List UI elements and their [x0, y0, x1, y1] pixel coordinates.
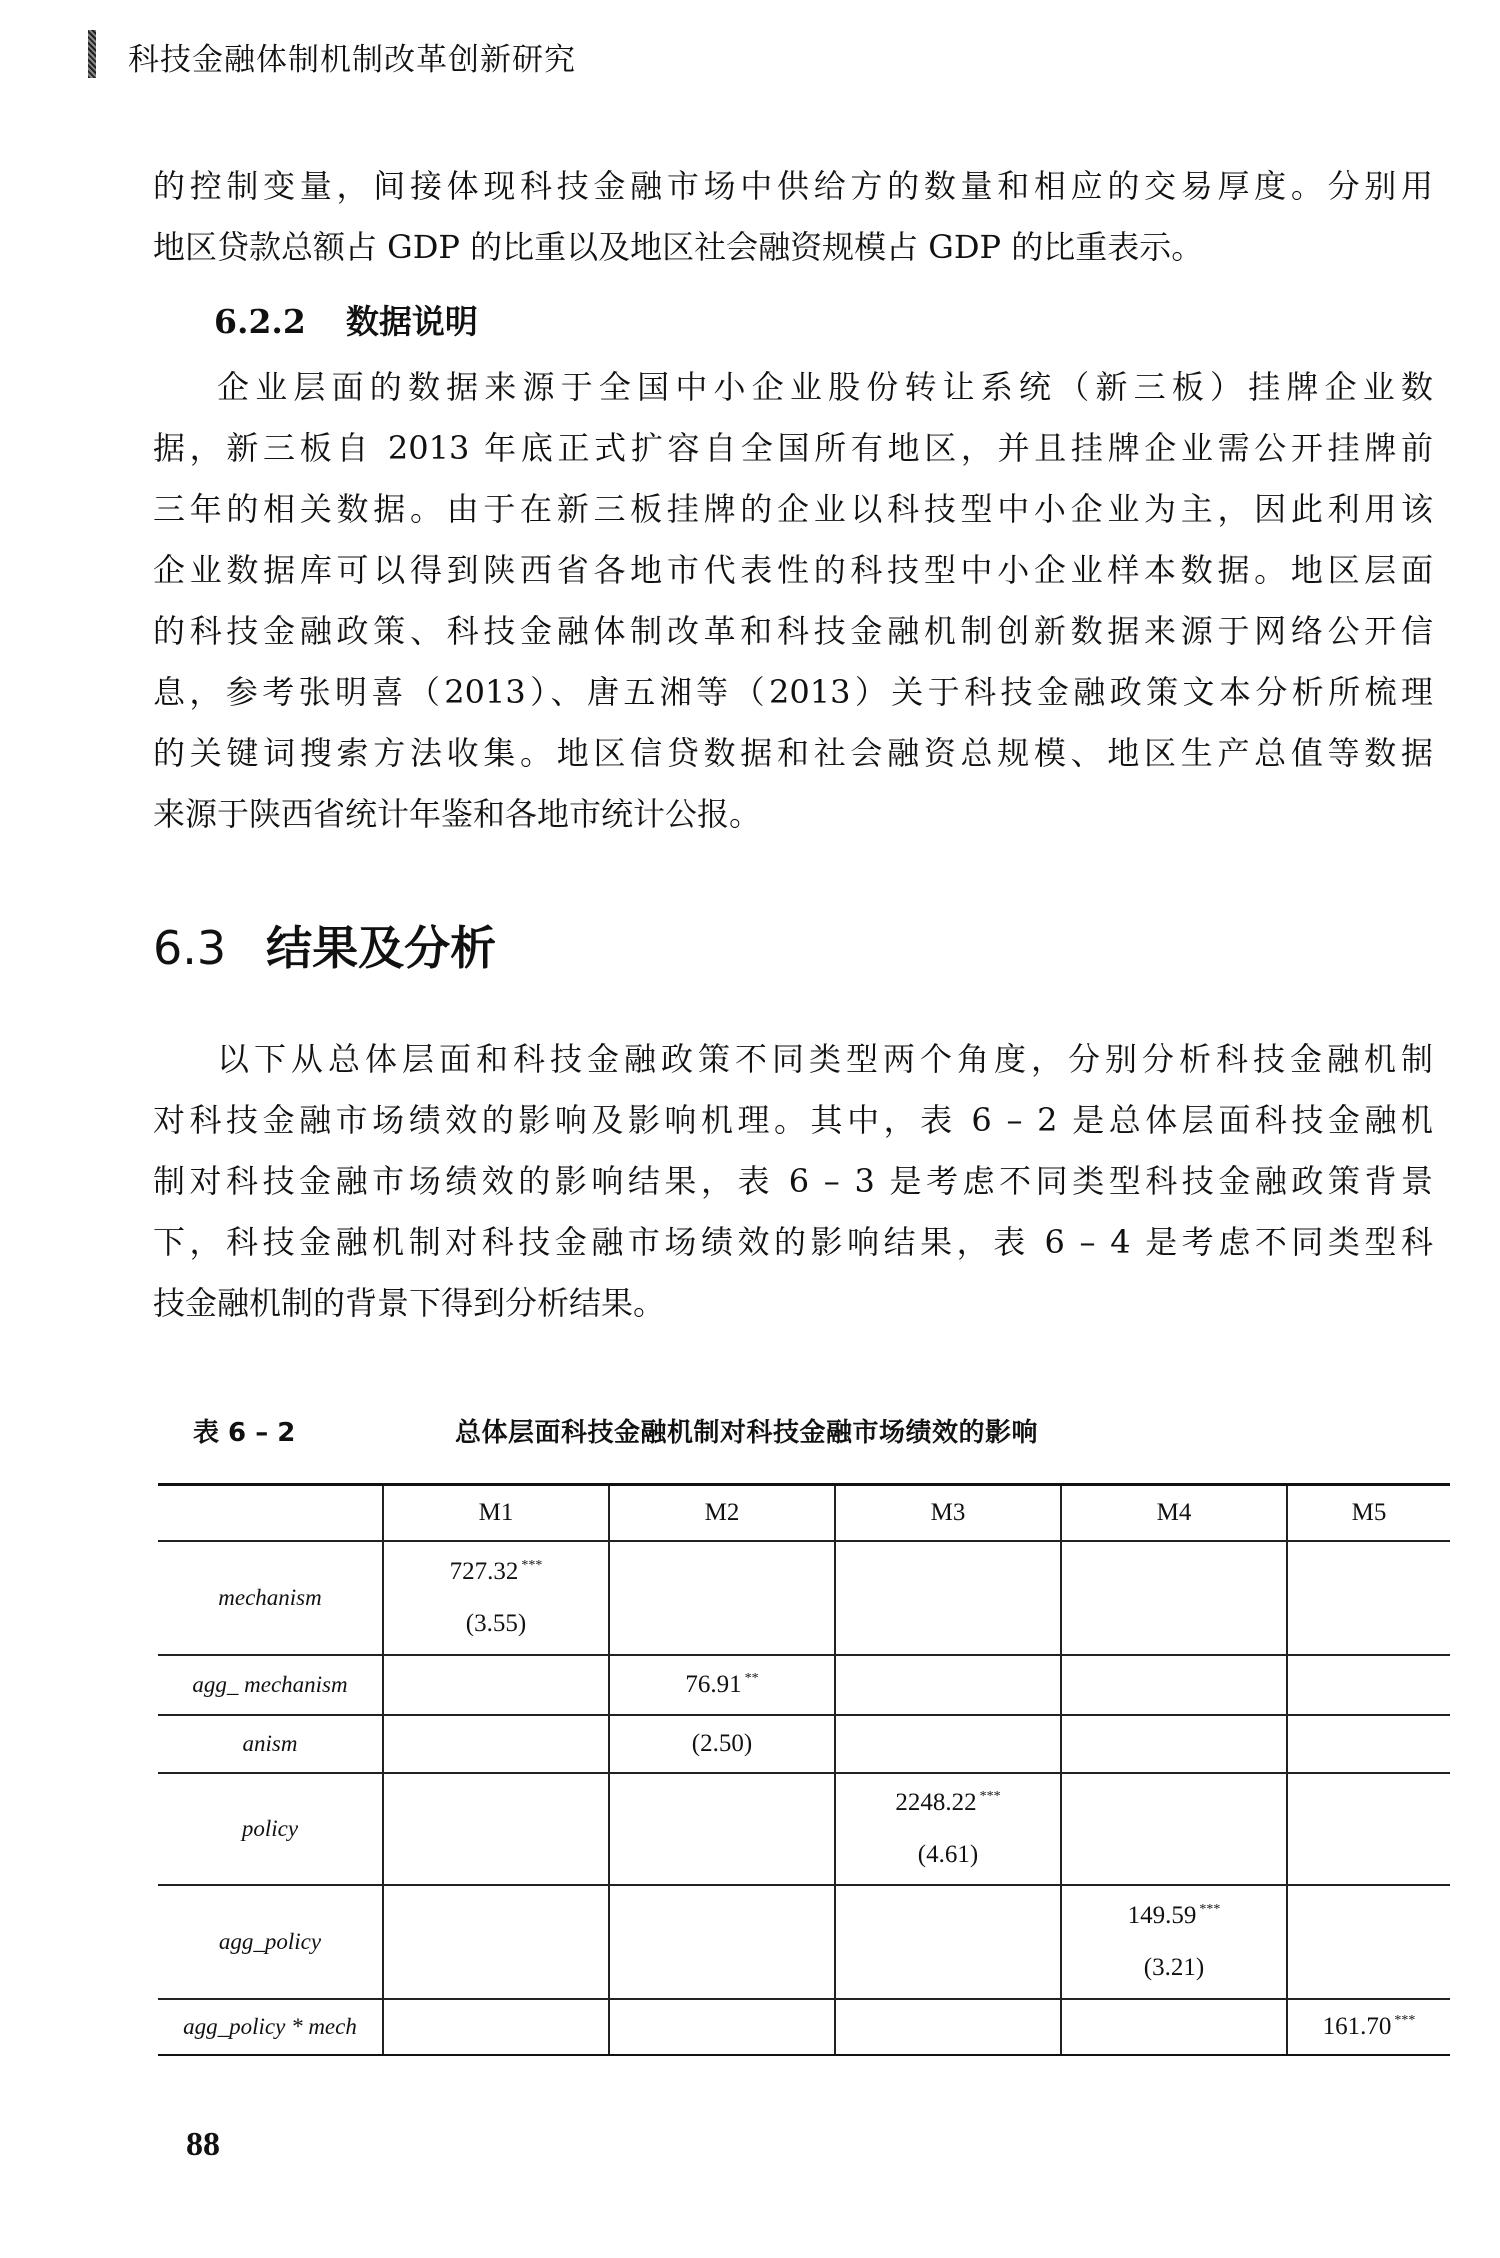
coefficient-value: (2.50)	[691, 1730, 753, 1757]
text-line: 对科技金融市场绩效的影响及影响机理。其中，表 6 – 2 是总体层面科技金融机	[153, 1101, 1433, 1139]
text-line: 三年的相关数据。由于在新三板挂牌的企业以科技型中小企业为主，因此利用该	[153, 490, 1433, 528]
text-line: 企业层面的数据来源于全国中小企业股份转让系统（新三板）挂牌企业数	[217, 368, 1433, 406]
table-row	[158, 1774, 1450, 1886]
row-label: mechanism	[218, 1585, 322, 1610]
table-cell	[382, 2000, 608, 2054]
coefficient	[450, 1546, 543, 1598]
header-bar-decoration	[88, 30, 96, 78]
table-row	[158, 1886, 1450, 2000]
text-line: 据，新三板自 2013 年底正式扩容自全国所有地区，并且挂牌企业需公开挂牌前	[153, 429, 1433, 467]
coefficient	[692, 1718, 752, 1770]
table-cell	[382, 1656, 608, 1714]
text-line: 息，参考张明喜（2013）、唐五湘等（2013）关于科技金融政策文本分析所梳理	[153, 673, 1433, 711]
table-cell	[1060, 1774, 1286, 1884]
table-title: 总体层面科技金融机制对科技金融市场绩效的影响	[455, 1418, 1039, 1448]
text-line: 来源于陕西省统计年鉴和各地市统计公报。	[153, 795, 762, 833]
coefficient-value: 161.70	[1322, 2013, 1392, 2040]
significance-stars: ***	[521, 1558, 543, 1573]
column-header: M1	[382, 1486, 608, 1540]
row-label: agg_ mechanism	[192, 1672, 348, 1697]
significance-stars: ***	[1199, 1902, 1221, 1917]
significance-stars: ***	[979, 1789, 1001, 1804]
row-label: agg_policy * mech	[183, 2014, 357, 2039]
coefficient	[1128, 1890, 1221, 1942]
table-cell	[608, 2000, 834, 2054]
table-cell	[1286, 1542, 1450, 1654]
table-cell	[834, 1774, 1060, 1884]
section-title: 数据说明	[345, 302, 478, 341]
column-header-empty	[158, 1486, 382, 1540]
table-cell	[834, 1716, 1060, 1772]
table-cell	[382, 1886, 608, 1998]
text-line: 企业数据库可以得到陕西省各地市代表性的科技型中小企业样本数据。地区层面	[153, 551, 1433, 589]
text-line: 的关键词搜索方法收集。地区信贷数据和社会融资总规模、地区生产总值等数据	[153, 734, 1433, 772]
row-label: agg_policy	[218, 1929, 322, 1954]
results-table	[158, 1483, 1450, 2056]
table-cell	[608, 1656, 834, 1714]
table-row	[158, 1716, 1450, 1774]
coefficient-value: 727.32	[449, 1558, 519, 1585]
table-label: 表 6 – 2	[193, 1418, 296, 1448]
table-cell	[834, 1656, 1060, 1714]
table-cell	[834, 1886, 1060, 1998]
table-cell	[382, 1716, 608, 1772]
column-header: M4	[1060, 1486, 1286, 1540]
table-header-row	[158, 1486, 1450, 1542]
table-cell	[1060, 2000, 1286, 2054]
row-label: policy	[241, 1816, 299, 1841]
table-row	[158, 1542, 1450, 1656]
coefficient	[895, 1777, 1000, 1829]
significance-stars: ***	[1394, 2013, 1416, 2028]
table-cell	[382, 1542, 608, 1654]
running-title: 科技金融体制机制改革创新研究	[128, 42, 576, 78]
table-cell	[1286, 1886, 1450, 1998]
coefficient-value: 2248.22	[895, 1789, 977, 1816]
page-number: 88	[186, 2126, 220, 2163]
significance-stars: **	[744, 1671, 759, 1686]
column-header: M3	[834, 1486, 1060, 1540]
text-line: 的控制变量，间接体现科技金融市场中供给方的数量和相应的交易厚度。分别用	[153, 167, 1433, 205]
t-statistic: (4.61)	[917, 1841, 979, 1868]
paragraph-2	[153, 357, 1433, 845]
table-cell	[1060, 1656, 1286, 1714]
text-line: 以下从总体层面和科技金融政策不同类型两个角度，分别分析科技金融机制	[217, 1040, 1433, 1078]
section-heading-6-3	[153, 912, 496, 978]
section-title: 结果及分析	[266, 921, 497, 975]
text-line: 下，科技金融机制对科技金融市场绩效的影响结果，表 6 – 4 是考虑不同类型科	[153, 1223, 1433, 1261]
text-line: 制对科技金融市场绩效的影响结果，表 6 – 3 是考虑不同类型科技金融政策背景	[153, 1162, 1433, 1200]
table-cell	[382, 1774, 608, 1884]
t-statistic: (3.21)	[1143, 1954, 1205, 1981]
section-number: 6.3	[153, 921, 227, 975]
table-row	[158, 1656, 1450, 1716]
table-cell	[608, 1716, 834, 1772]
text-line: 技金融机制的背景下得到分析结果。	[153, 1284, 666, 1322]
column-header: M2	[608, 1486, 834, 1540]
t-statistic: (3.55)	[465, 1610, 527, 1637]
table-cell	[1060, 1716, 1286, 1772]
table-cell	[1286, 1656, 1450, 1714]
table-cell	[834, 2000, 1060, 2054]
text-line: 的科技金融政策、科技金融体制改革和科技金融机制创新数据来源于网络公开信	[153, 612, 1433, 650]
table-cell	[1286, 1774, 1450, 1884]
paragraph-1	[153, 156, 1433, 278]
column-header: M5	[1286, 1486, 1450, 1540]
table-cell	[608, 1774, 834, 1884]
coefficient	[685, 1659, 758, 1711]
section-heading-6-2-2	[214, 296, 478, 343]
table-cell	[834, 1542, 1060, 1654]
row-label: anism	[242, 1731, 298, 1756]
table-cell	[1060, 1542, 1286, 1654]
coefficient-value: 76.91	[685, 1671, 742, 1698]
text-line: 地区贷款总额占 GDP 的比重以及地区社会融资规模占 GDP 的比重表示。	[153, 228, 1204, 266]
coefficient-value: 149.59	[1127, 1902, 1197, 1929]
table-cell	[608, 1886, 834, 1998]
table-cell	[1286, 1716, 1450, 1772]
table-row	[158, 2000, 1450, 2054]
table-cell	[608, 1542, 834, 1654]
section-number: 6.2.2	[214, 302, 306, 341]
table-cell	[1286, 2000, 1450, 2054]
table-cell	[1060, 1886, 1286, 1998]
coefficient	[1323, 2001, 1416, 2053]
paragraph-3	[153, 1029, 1433, 1334]
